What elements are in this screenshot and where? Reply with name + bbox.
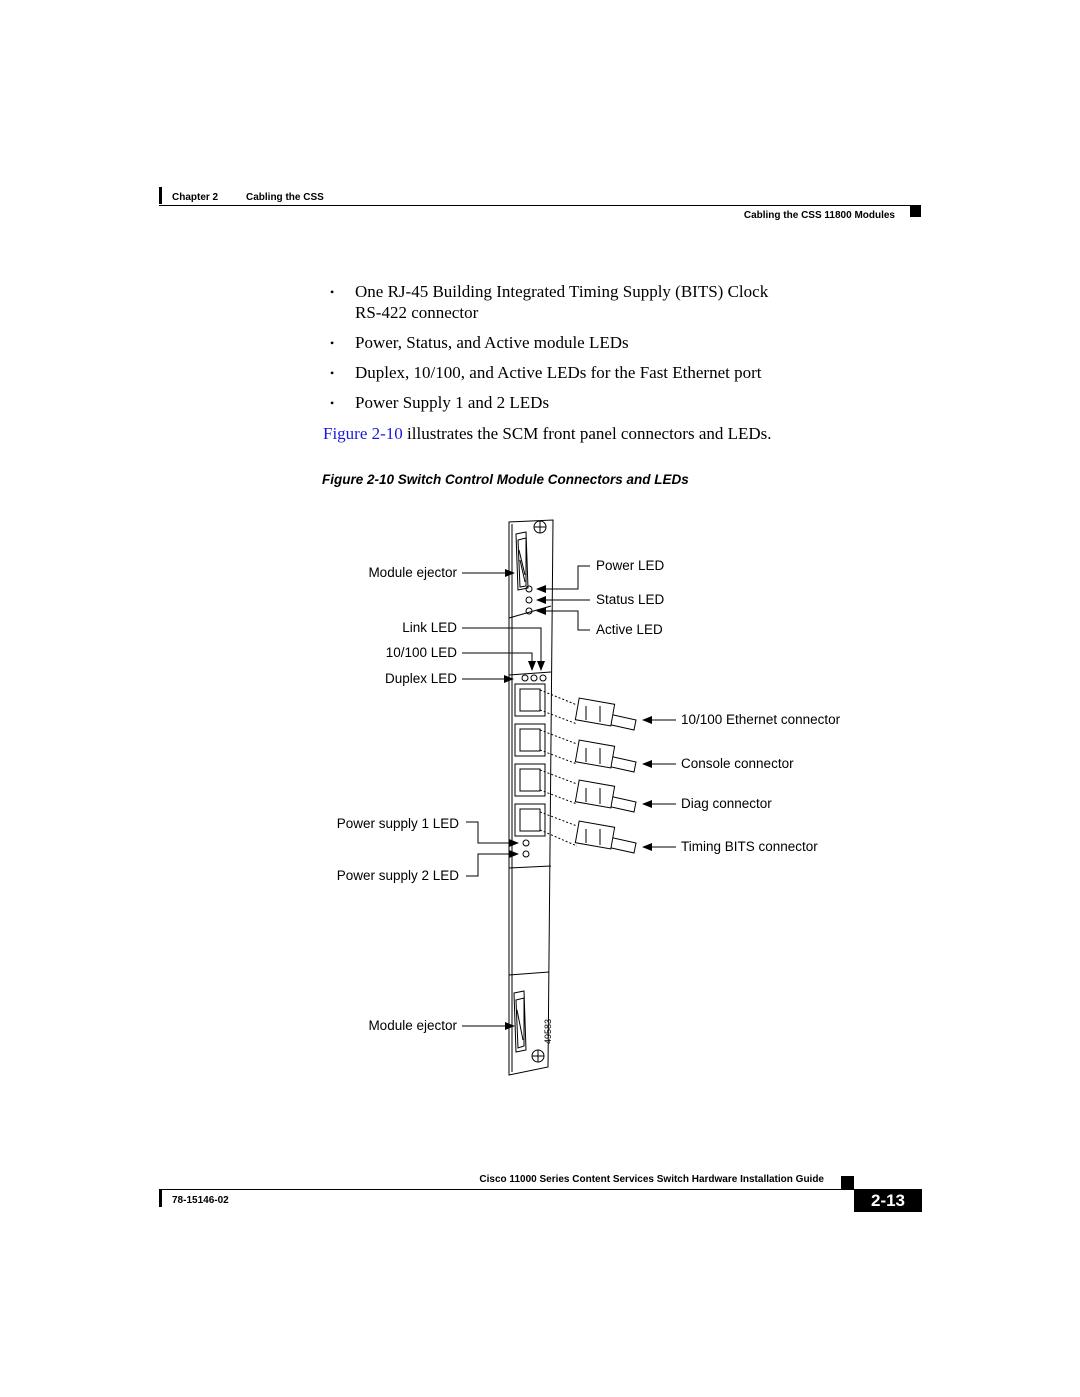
footer-rule	[159, 1189, 922, 1190]
bullet-dot: •	[330, 366, 335, 380]
figure-caption: Figure 2-10 Switch Control Module Connectors and LEDs	[322, 472, 689, 487]
label-power-supply-1-led: Power supply 1 LED	[336, 816, 459, 831]
header-chapter-label: Chapter 2	[172, 192, 219, 203]
bullet-dot: •	[330, 336, 335, 350]
figure-link[interactable]: Figure 2-10	[323, 424, 403, 443]
plug-diag	[575, 780, 636, 812]
header-section-title: Cabling the CSS 11800 Modules	[743, 210, 895, 221]
bullet-text: Power, Status, and Active module LEDs	[355, 333, 629, 352]
plug-ethernet	[575, 698, 636, 730]
footer-doc-number: 78-15146-02	[172, 1195, 229, 1206]
label-link-led: Link LED	[402, 620, 457, 635]
footer-guide-title: Cisco 11000 Series Content Services Switch Hardware Installation Guide	[479, 1174, 824, 1185]
paragraph-text: illustrates the SCM front panel connectors and LEDs.	[402, 424, 772, 443]
bullet-text-continued: RS-422 connector	[355, 303, 479, 322]
footer-right-block	[841, 1176, 854, 1189]
label-power-led: Power LED	[596, 558, 665, 573]
label-active-led: Active LED	[596, 622, 663, 637]
bullet-dot: •	[330, 396, 335, 410]
label-10-100-led: 10/100 LED	[385, 645, 457, 660]
bullet-text: One RJ-45 Building Integrated Timing Supply (BITS) Clock	[355, 282, 769, 301]
plug-console	[575, 740, 636, 772]
bullet-dot: •	[330, 285, 335, 299]
label-power-supply-2-led: Power supply 2 LED	[336, 868, 459, 883]
label-timing-bits-connector: Timing BITS connector	[681, 839, 818, 854]
label-module-ejector-top: Module ejector	[368, 565, 457, 580]
label-duplex-led: Duplex LED	[384, 671, 457, 686]
bullet-text: Power Supply 1 and 2 LEDs	[355, 393, 550, 412]
label-diag-connector: Diag connector	[681, 796, 772, 811]
module-faceplate	[509, 520, 553, 1075]
footer-left-bar	[159, 1190, 162, 1207]
page-number: 2-13	[854, 1190, 922, 1212]
label-status-led: Status LED	[596, 592, 665, 607]
bullet-text: Duplex, 10/100, and Active LEDs for the Fast Ethernet port	[355, 363, 762, 382]
label-module-ejector-bottom: Module ejector	[368, 1018, 457, 1033]
plug-bits	[575, 821, 636, 853]
figure-number: 49583	[543, 1018, 553, 1044]
label-console-connector: Console connector	[681, 756, 794, 771]
label-ethernet-connector: 10/100 Ethernet connector	[681, 712, 841, 727]
header-chapter-title: Cabling the CSS	[246, 192, 324, 203]
